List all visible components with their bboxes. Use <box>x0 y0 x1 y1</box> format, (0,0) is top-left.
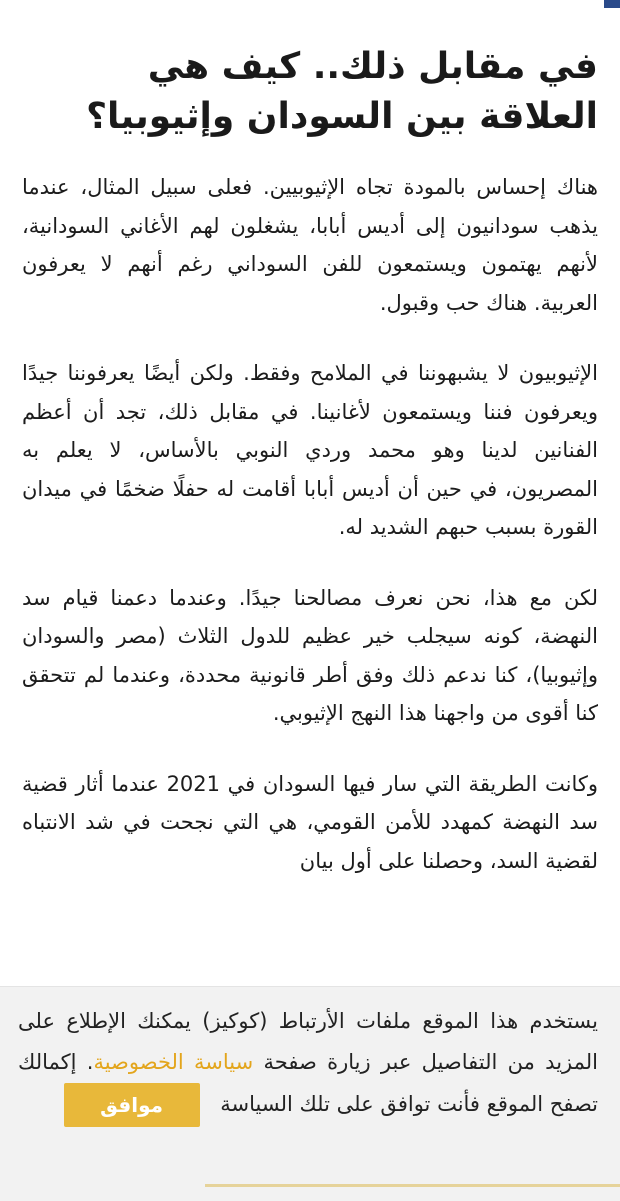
cookie-consent-banner <box>0 986 620 1201</box>
cookie-notice-outro: . إكمالك تصفح الموقع فأنت توافق على تلك السياسة <box>18 1050 598 1116</box>
article-paragraph-2: الإثيوبيون لا يشبهوننا في الملامح وفقط. ولكن أيضًا يعرفوننا جيدًا ويعرفون فننا ويستمعون لأغانينا. في مقابل ذلك، تجد أن أعظم الفنانين لدينا وهو محمد وردي النوبي بالأساس، لا يعلم به المصريون، في حين أن أديس أبابا أقامت له حفلًا ضخمًا في ميدان القورة بسبب حبهم الشديد له. <box>22 361 598 539</box>
top-corner-accent <box>604 0 620 8</box>
article-headline: في مقابل ذلك.. كيف هي العلاقة بين السودان وإثيوبيا؟ <box>86 46 598 137</box>
article-paragraph-1: هناك إحساس بالمودة تجاه الإثيوبيين. فعلى سبيل المثال، عندما يذهب سودانيون إلى أديس أبابا، يشغلون لهم الأغاني السودانية، لأنهم يهتمون ويستمعون للفن السوداني رغم أنهم لا يعرفون العربية. هناك حب وقبول. <box>22 175 598 315</box>
article-paragraph-3: لكن مع هذا، نحن نعرف مصالحنا جيدًا. وعندما دعمنا قيام سد النهضة، كونه سيجلب خير عظيم للدول الثلاث (مصر والسودان وإثيوبيا)، كنا ندعم ذلك وفق أطر قانونية محددة، وعندما لم تتحقق كنا أقوى من واجهنا هذا النهج الإثيوبي. <box>22 585 598 725</box>
article-paragraph-4: وكانت الطريقة التي سار فيها السودان في 2021 عندما أثار قضية سد النهضة كمهدد للأمن القومي، هي التي نجحت في شد الانتباه لقضية السد، وحصلنا على أول بيان <box>22 771 598 873</box>
cookie-notice-text <box>18 1001 598 1127</box>
cookie-notice-intro: يستخدم هذا الموقع ملفات الأرتباط (كوكيز) يمكنك الإطلاع على المزيد من التفاصيل عبر زيارة صفحة <box>18 1009 598 1074</box>
privacy-policy-link[interactable]: سياسة الخصوصية <box>93 1050 254 1074</box>
bottom-divider <box>205 1184 620 1187</box>
accept-cookies-button[interactable]: موافق <box>64 1083 200 1127</box>
article-body <box>22 42 598 912</box>
